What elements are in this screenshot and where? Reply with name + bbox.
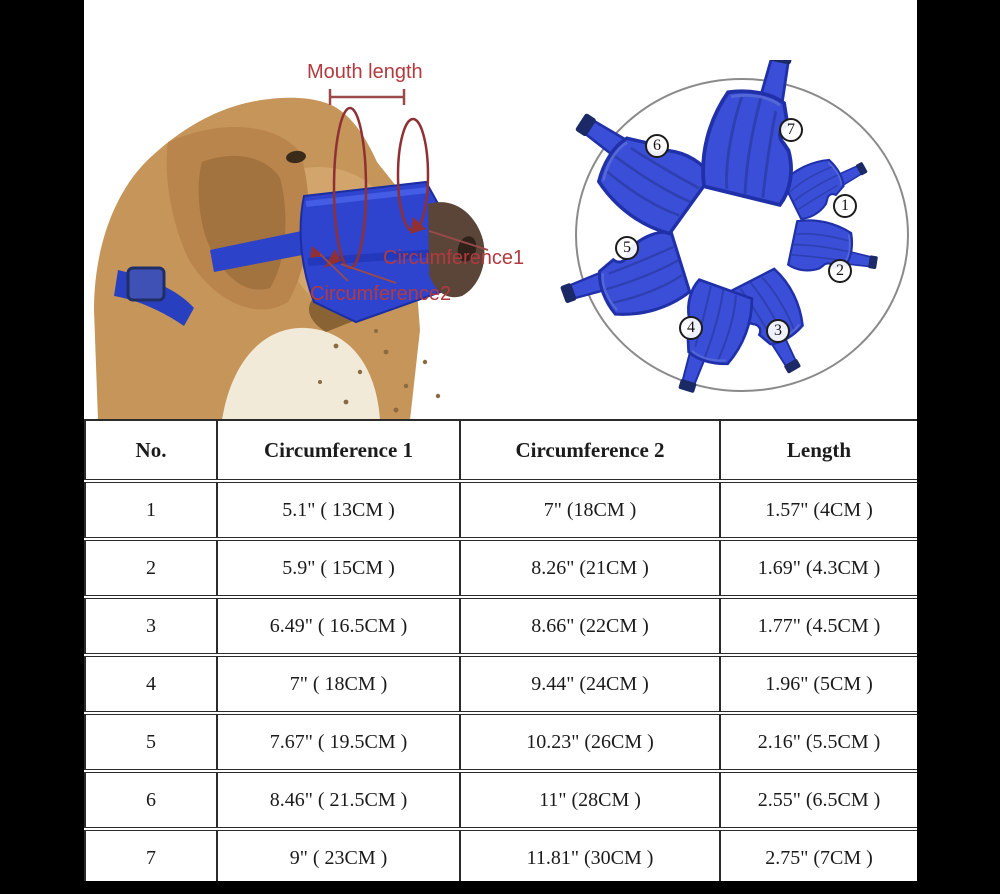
cell-length: 1.96" (5CM ): [720, 655, 917, 713]
table-row: [85, 597, 917, 655]
mouth-length-bracket: [330, 89, 404, 105]
size-badge-3: 3: [766, 319, 790, 343]
cell-no: 3: [85, 597, 217, 655]
cell-length: 1.57" (4CM ): [720, 481, 917, 539]
cell-length: 2.55" (6.5CM ): [720, 771, 917, 829]
cell-no: 6: [85, 771, 217, 829]
cell-circumference2: 7" (18CM ): [460, 481, 720, 539]
table-row: [85, 539, 917, 597]
table-row: [85, 829, 917, 881]
table-row: [85, 655, 917, 713]
infographic-content: [84, 0, 917, 881]
cell-length: 1.77" (4.5CM ): [720, 597, 917, 655]
size-chart-table: [84, 419, 917, 881]
dog-illustration: [84, 0, 544, 420]
size-badge-2: 2: [828, 259, 852, 283]
cell-length: 2.16" (5.5CM ): [720, 713, 917, 771]
table-row: [85, 481, 917, 539]
size-badge-6: 6: [645, 134, 669, 158]
dog-photo: [84, 0, 917, 420]
mouth-length-label: Mouth length: [307, 61, 423, 83]
cell-no: 1: [146, 498, 156, 521]
table-row: [85, 771, 917, 829]
cell-circumference2: 8.26" (21CM ): [460, 539, 720, 597]
muzzle-size-wheel: [554, 60, 917, 410]
cell-no: 2: [85, 539, 217, 597]
cell-length: 1.69" (4.3CM ): [720, 539, 917, 597]
size-badge-7: 7: [779, 118, 803, 142]
cell-circumference2: 8.66" (22CM ): [460, 597, 720, 655]
cell-circumference2: 11.81" (30CM ): [460, 829, 720, 881]
header-circumference1: Circumference 1: [217, 420, 460, 481]
header-circumference2: Circumference 2: [460, 420, 720, 481]
circumference2-label: Circumference2: [310, 283, 452, 305]
cell-circumference1: 5.9" ( 15CM ): [217, 539, 460, 597]
table-header-row: [85, 420, 917, 481]
header-no: No.: [85, 420, 217, 481]
cell-circumference2: 9.44" (24CM ): [460, 655, 720, 713]
circumference1-label: Circumference1: [383, 247, 525, 269]
cell-length: 2.75" (7CM ): [720, 829, 917, 881]
cell-no: 7: [85, 829, 217, 881]
cell-circumference1: 9" ( 23CM ): [217, 829, 460, 881]
cell-circumference1: 7.67" ( 19.5CM ): [217, 713, 460, 771]
header-length: Length: [720, 420, 917, 481]
cell-circumference1: 8.46" ( 21.5CM ): [217, 771, 460, 829]
cell-circumference2: 11" (28CM ): [460, 771, 720, 829]
cell-circumference1: 7" ( 18CM ): [217, 655, 460, 713]
table-row: [85, 713, 917, 771]
size-badge-4: 4: [679, 316, 703, 340]
cell-circumference1: 5.1" ( 13CM ): [217, 481, 460, 539]
collar-buckle: [128, 268, 164, 300]
cell-circumference2: 10.23" (26CM ): [460, 713, 720, 771]
size-badge-5: 5: [615, 236, 639, 260]
cell-circumference1: 6.49" ( 16.5CM ): [217, 597, 460, 655]
cell-no: 4: [85, 655, 217, 713]
cell-no: 5: [85, 713, 217, 771]
size-badge-1: 1: [833, 194, 857, 218]
